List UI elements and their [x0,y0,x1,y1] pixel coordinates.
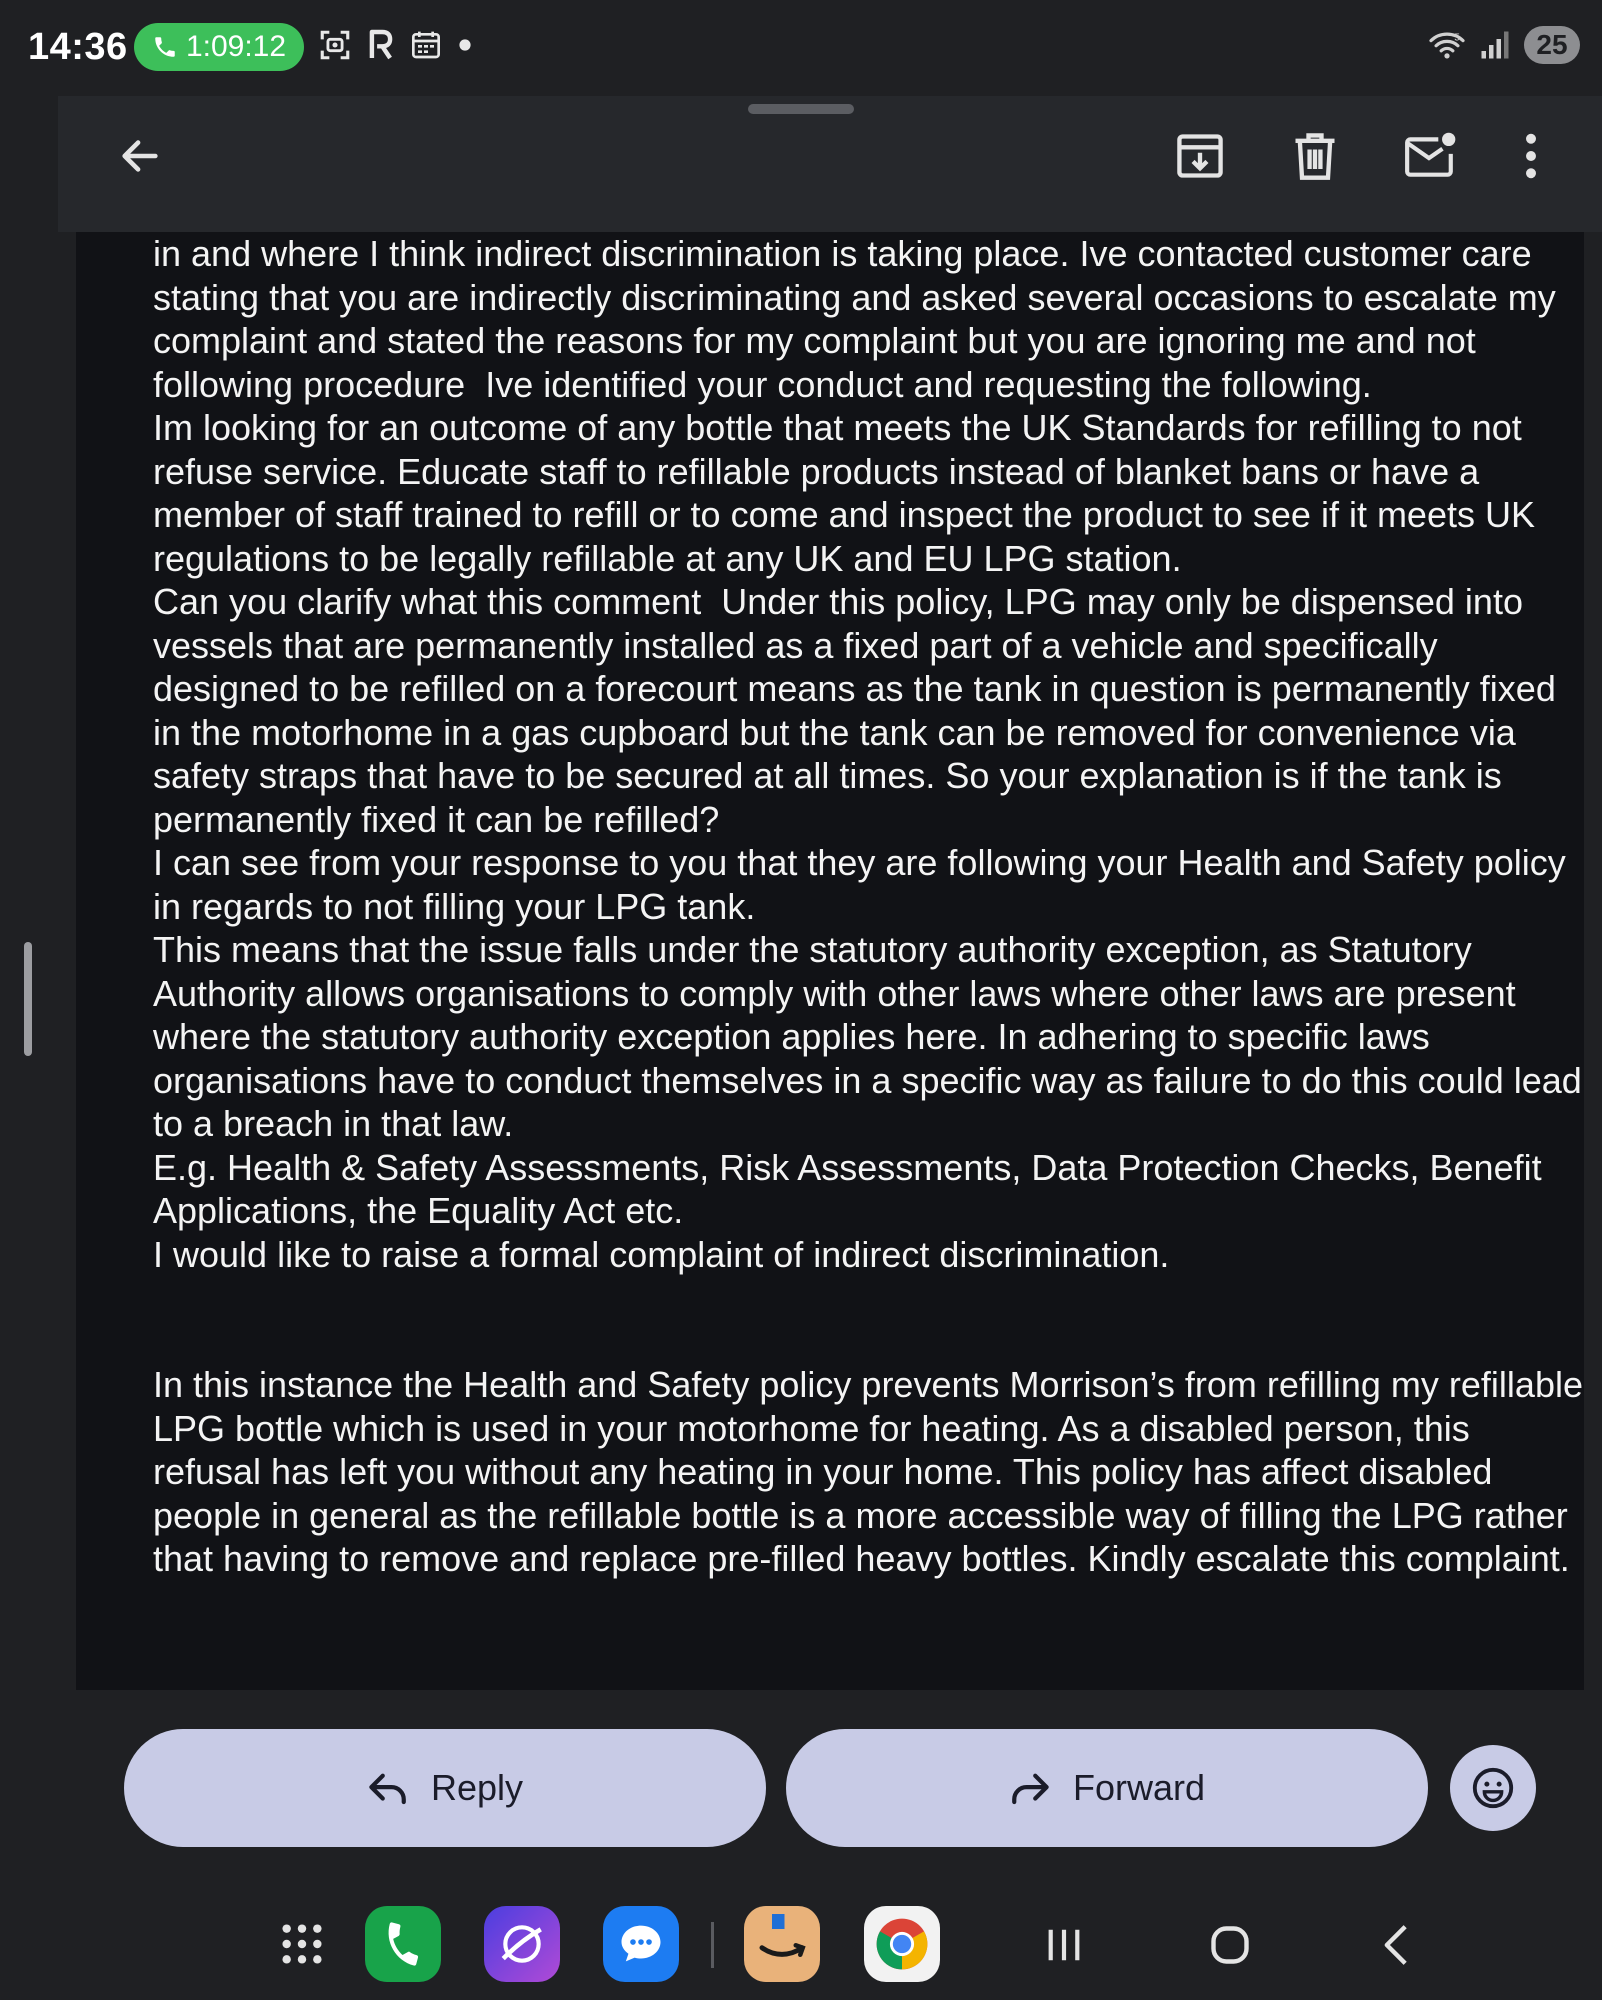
home-nav-button[interactable] [1190,1910,1270,1980]
scrollbar-thumb[interactable] [24,942,32,1056]
app-drawer-button[interactable] [264,1906,340,1982]
calendar-icon [410,29,442,61]
battery-level: 25 [1536,29,1568,60]
delete-button[interactable] [1283,124,1347,188]
battery-icon [1524,26,1580,64]
email-body-text: in and where I think indirect discrimination is taking place. Ive contacted customer care stating that you are indirectly discriminating and asked several occasions to escalate my complaint and stated the reasons for my complaint but you are ignoring me and not following procedure Ive identified your conduct and requesting the following. Im looking for an outcome of any bottle that meets the UK Standards for refilling to not refuse service. Educate staff to refillable products instead of blanket bans or have a member of staff trained to refill or to come and inspect the product to see if it meets UK regulations to be legally refillable at any UK and EU LPG station. Can you clarify what this comment Under this policy, LPG may only be dispensed into vessels that are permanently installed as a fixed part of a vehicle and specifically designed to be refilled on a forecourt means as the tank in question is permanently fixed in the motorhome in a gas cupboard but the tank can be removed for convenience via safety straps that have to be secured at all times. So your explanation is if the tank is permanently fixed it can be refilled? I can see from your response to you that they are following your Health and Safety policy in regards to not filling your LPG tank. This means that the issue falls under the statutory authority exception, as Statutory Authority allows organisations to comply with other laws where other laws are present where the statutory authority exception applies here. In adhering to specific laws organisations have to conduct themselves in a specific way as failure to do this could lead to a breach in that law. E.g. Health & Safety Assessments, Risk Assessments, Data Protection Checks, Benefit Applications, the Equality Act etc. I would like to raise a formal complaint of indirect discrimination. In this instance the Health and Safety policy prevents Morrison’s from refilling my refillable LPG bottle which is used in your motorhome for heating. As a disabled person, this refusal has left you without any heating in your home. This policy has affect disabled people in general as the refillable bottle is a more accessible way of filling the LPG rather that having to remove and replace pre-filled heavy bottles. Kindly escalate this complaint. [153,233,1583,1579]
internet-app[interactable] [484,1906,560,1982]
back-nav-button[interactable] [1356,1910,1436,1980]
recents-nav-button[interactable] [1024,1910,1104,1980]
reply-icon [367,1770,409,1806]
amazon-app[interactable] [744,1906,820,1982]
notification-icons [318,28,472,62]
mark-unread-button[interactable] [1398,124,1462,188]
chrome-app[interactable] [864,1906,940,1982]
dock-divider [711,1922,714,1968]
forward-label: Forward [1072,1767,1206,1808]
ongoing-call-pill[interactable] [134,23,304,71]
system-icons [1428,26,1580,64]
delete-icon [1291,130,1339,182]
status-bar [0,0,1602,96]
chrome-app-icon [873,1915,931,1973]
back-nav-icon [1378,1923,1414,1967]
dot-icon [458,38,472,52]
archive-icon [1174,130,1226,182]
reply-label: Reply [430,1767,524,1808]
email-toolbar [58,96,1602,232]
internet-app-icon [497,1919,547,1969]
drag-handle[interactable] [748,104,854,114]
forward-button[interactable] [786,1729,1428,1847]
amazon-app-icon [752,1914,812,1974]
more-options-icon [1523,133,1539,179]
signal-icon [1480,30,1510,60]
back-button[interactable] [108,124,172,188]
call-timer: 1:09:12 [185,30,287,63]
app-drawer-icon [279,1921,325,1967]
home-nav-icon [1208,1923,1252,1967]
archive-button[interactable] [1168,124,1232,188]
more-options-button[interactable] [1499,124,1563,188]
recents-nav-icon [1044,1926,1084,1964]
status-time: 14:36 [28,26,128,68]
forward-icon [1009,1770,1051,1806]
mark-unread-icon [1403,131,1457,181]
emoji-react-button[interactable] [1450,1745,1536,1831]
r-icon [368,29,394,61]
phone-call-icon [152,34,178,60]
wifi-icon [1428,29,1466,61]
emoji-react-icon [1470,1765,1516,1811]
email-body[interactable] [76,232,1584,1690]
phone-app[interactable] [365,1906,441,1982]
back-arrow-icon [117,133,163,179]
reply-button[interactable] [124,1729,766,1847]
phone-app-icon [379,1920,427,1968]
messages-app-icon [615,1918,667,1970]
svg-text:5: 5 [1454,32,1460,44]
messages-app[interactable] [603,1906,679,1982]
screenshot-icon [318,28,352,62]
